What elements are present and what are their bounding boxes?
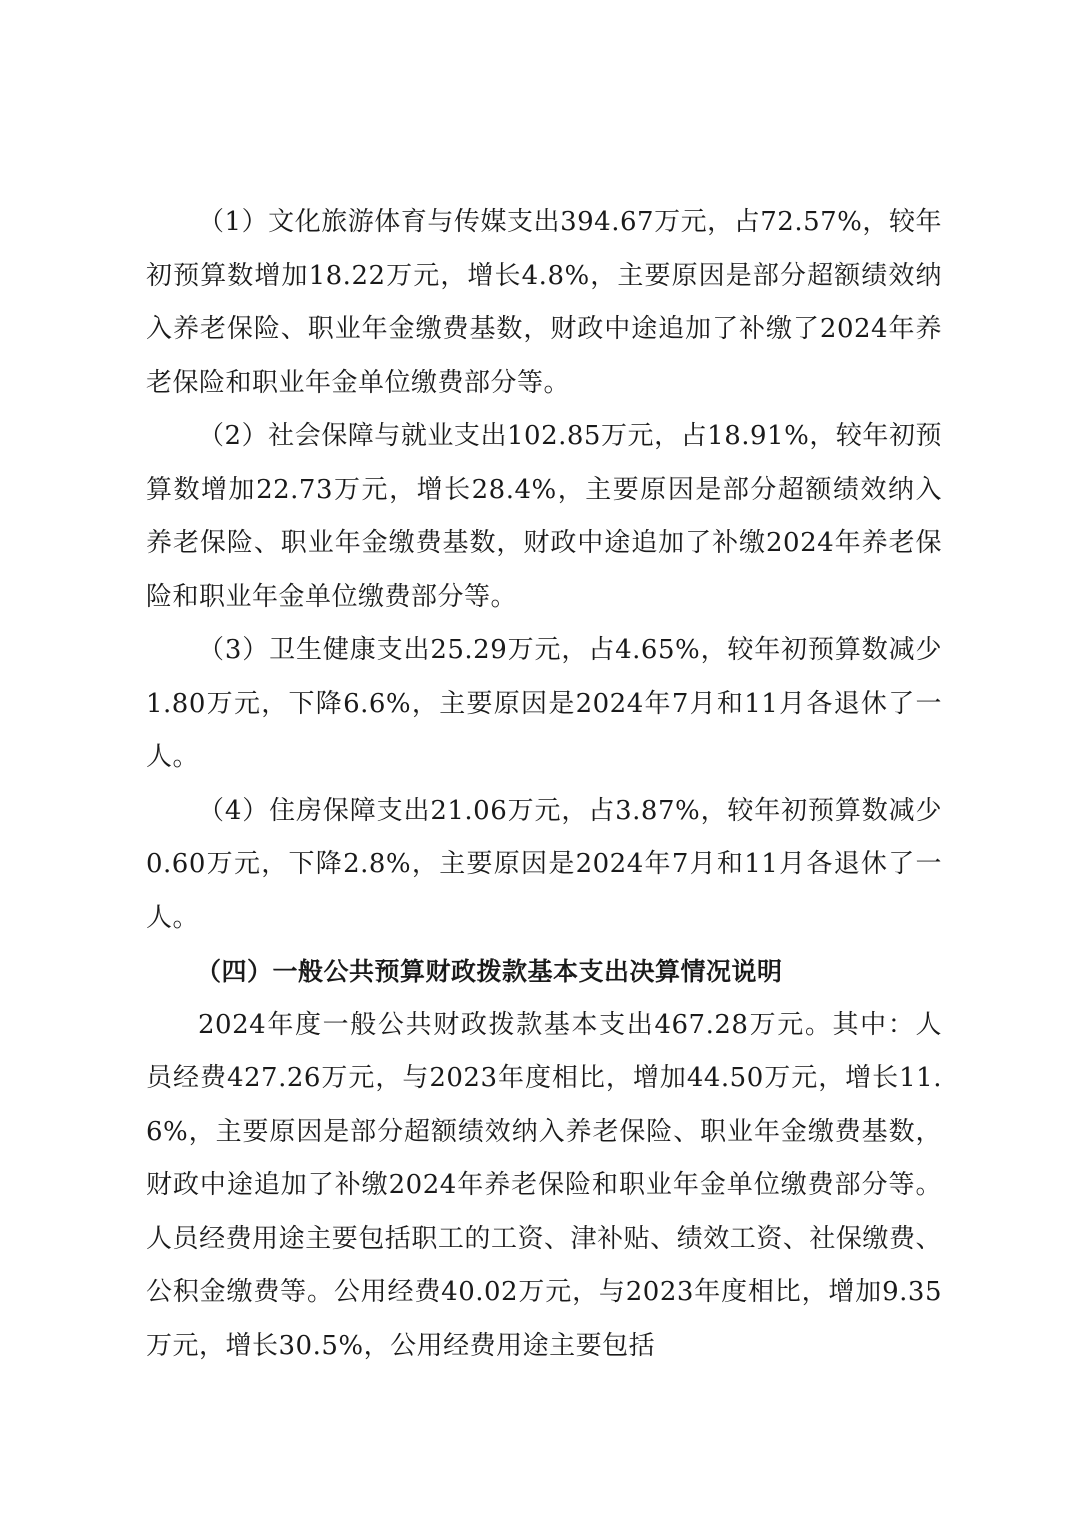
paragraph-social-security-expenditure: （2）社会保障与就业支出102.85万元，占18.91%，较年初预算数增加22.73万元，增长28.4%，主要原因是部分超额绩效纳入养老保险、职业年金缴费基数，财政中途追加了补缴2024年养老保险和职业年金单位缴费部分等。 [146,421,942,612]
document-body [146,196,942,1373]
paragraph-culture-tourism-expenditure: （1）文化旅游体育与传媒支出394.67万元，占72.57%，较年初预算数增加18.22万元，增长4.8%，主要原因是部分超额绩效纳入养老保险、职业年金缴费基数，财政中途追加了补缴了2024年养老保险和职业年金单位缴费部分等。 [146,207,942,398]
paragraph-basic-expenditure: 2024年度一般公共财政拨款基本支出467.28万元。其中：人员经费427.26万元，与2023年度相比，增加44.50万元，增长11.6%，主要原因是部分超额绩效纳入养老保险、职业年金缴费基数，财政中途追加了补缴2024年养老保险和职业年金单位缴费部分等。人员经费用途主要包括职工的工资、津补贴、绩效工资、社保缴费、公积金缴费等。公用经费40.02万元，与2023年度相比，增加9.35万元，增长30.5%，公用经费用途主要包括 [146,1009,942,1361]
paragraph-housing-expenditure: （4）住房保障支出21.06万元，占3.87%，较年初预算数减少0.60万元，下降2.8%，主要原因是2024年7月和11月各退休了一人。 [146,795,942,933]
section-heading: （四）一般公共预算财政拨款基本支出决算情况说明 [196,957,783,986]
paragraph-health-expenditure: （3）卫生健康支出25.29万元，占4.65%，较年初预算数减少1.80万元，下降6.6%，主要原因是2024年7月和11月各退休了一人。 [146,635,942,772]
